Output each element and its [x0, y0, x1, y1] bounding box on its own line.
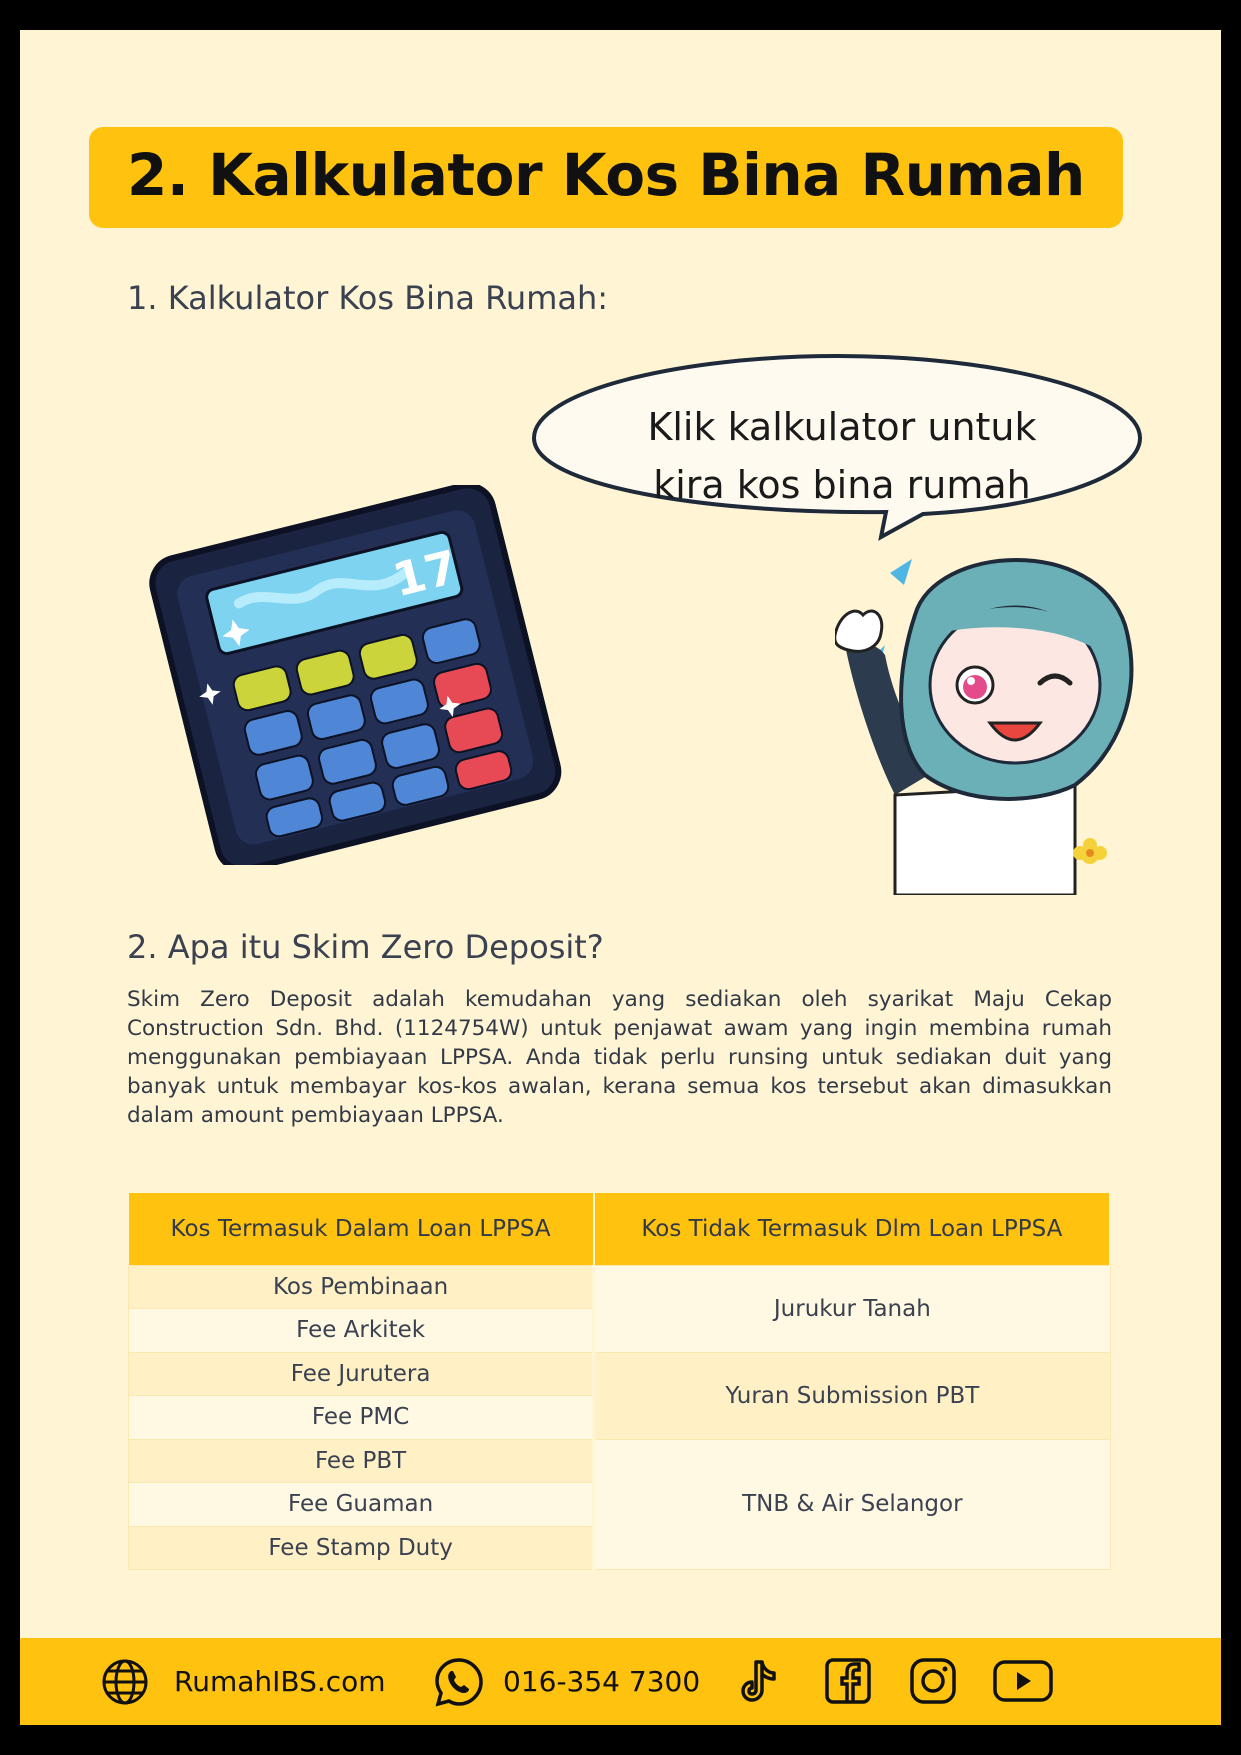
table-row [129, 1265, 1111, 1309]
table-header-included: Kos Termasuk Dalam Loan LPPSA [129, 1193, 594, 1265]
section-heading-zero-deposit: 2. Apa itu Skim Zero Deposit? [127, 928, 604, 966]
facebook-icon[interactable] [823, 1656, 873, 1706]
included-cost-cell: Fee Stamp Duty [129, 1526, 594, 1570]
page-title: 2. Kalkulator Kos Bina Rumah [127, 141, 1085, 209]
excluded-cost-cell: TNB & Air Selangor [594, 1439, 1110, 1570]
girl-mascot-illustration [835, 555, 1165, 895]
title-banner [89, 127, 1123, 228]
table-row [129, 1439, 1111, 1483]
section-heading-calculator: 1. Kalkulator Kos Bina Rumah: [127, 279, 609, 317]
included-cost-cell: Fee Jurutera [129, 1352, 594, 1396]
included-cost-cell: Fee PMC [129, 1396, 594, 1440]
globe-icon [100, 1657, 150, 1707]
table-header-excluded: Kos Tidak Termasuk Dlm Loan LPPSA [594, 1193, 1110, 1265]
phone-text: 016-354 7300 [503, 1665, 701, 1698]
youtube-icon[interactable] [992, 1656, 1054, 1706]
website-text: RumahIBS.com [174, 1665, 386, 1698]
calculator-illustration[interactable] [140, 485, 590, 865]
whatsapp-icon [433, 1656, 485, 1708]
page [20, 30, 1221, 1725]
table-header-row [129, 1193, 1111, 1265]
bubble-text [592, 398, 1092, 514]
included-cost-cell: Kos Pembinaan [129, 1265, 594, 1309]
footer-bar [20, 1638, 1221, 1725]
calculator-display-value: 17 [387, 539, 463, 608]
footer-phone-link[interactable] [433, 1638, 700, 1725]
zero-deposit-paragraph: Skim Zero Deposit adalah kemudahan yang sediakan oleh syarikat Maju Cekap Construction Sdn. Bhd. (1124754W) untuk penjawat awam yang ingin membina rumah menggunakan pembiayaan LPPSA. Anda tidak perlu runsing untuk sediakan duit yang banyak untuk membayar kos-kos awalan, kerana semua kos tersebut akan dimasukkan dalam amount pembiayaan LPPSA. [127, 987, 1112, 1128]
excluded-cost-cell: Jurukur Tanah [594, 1265, 1110, 1352]
bubble-line-2: kira kos bina rumah [653, 463, 1031, 507]
bubble-line-1: Klik kalkulator untuk [647, 405, 1037, 449]
excluded-cost-cell: Yuran Submission PBT [594, 1352, 1110, 1439]
included-cost-cell: Fee Arkitek [129, 1309, 594, 1353]
included-cost-cell: Fee PBT [129, 1439, 594, 1483]
cost-table [128, 1193, 1111, 1570]
instagram-icon[interactable] [908, 1656, 958, 1706]
footer-website-link[interactable] [100, 1638, 386, 1725]
included-cost-cell: Fee Guaman [129, 1483, 594, 1527]
table-row [129, 1352, 1111, 1396]
tiktok-icon[interactable] [736, 1656, 786, 1706]
